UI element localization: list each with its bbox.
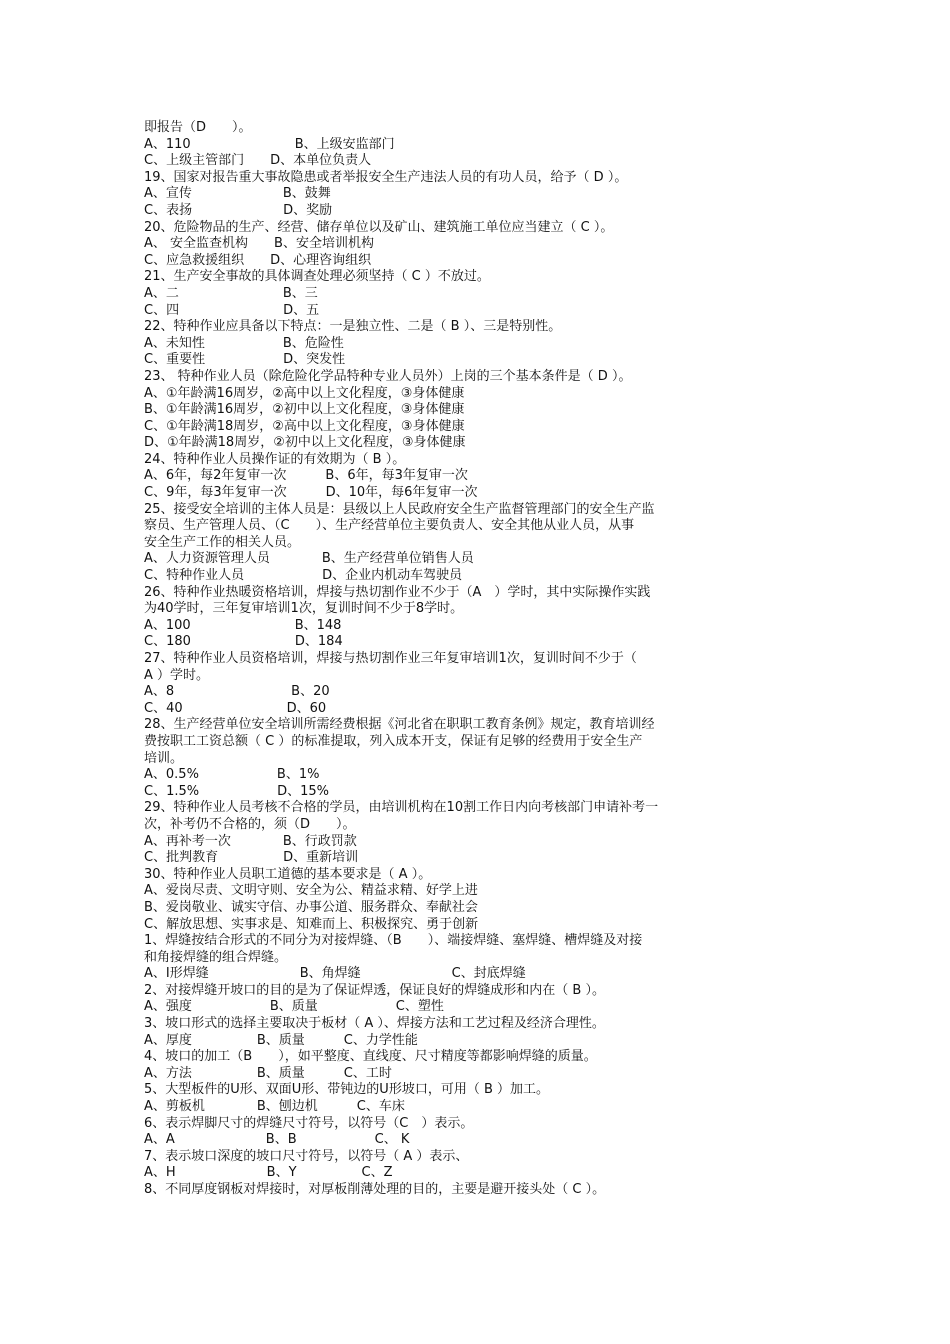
text-line: C、四 D、五 — [144, 302, 320, 318]
text-line: A、I形焊缝 B、角焊缝 C、封底焊缝 — [144, 966, 526, 982]
text-line: A ）学时。 — [144, 667, 210, 683]
text-line: C、1.5% D、15% — [144, 783, 330, 799]
text-line: 为40学时，三年复审培训1次，复训时间不少于8学时。 — [144, 601, 464, 617]
text-line: 和角接焊缝的组合焊缝。 — [144, 949, 288, 965]
text-line: 26、特种作业热暖资格培训，焊接与热切割作业不少于（A ）学时，其中实际操作实践 — [144, 584, 651, 600]
text-line: A、6年，每2年复审一次 B、6年，每3年复审一次 — [144, 468, 468, 484]
text-line: A、厚度 B、质量 C、力学性能 — [144, 1032, 418, 1048]
text-line: C、上级主管部门 D、本单位负责人 — [144, 153, 372, 169]
text-line: 20、危险物品的生产、经营、储存单位以及矿山、建筑施工单位应当建立（ C ）。 — [144, 219, 614, 235]
text-line: 8、不同厚度钢板对焊接时，对厚板削薄处理的目的，主要是避开接头处（ C ）。 — [144, 1182, 606, 1197]
text-line: C、40 D、60 — [144, 700, 327, 716]
text-line: A、再补考一次 B、行政罚款 — [144, 833, 357, 849]
text-line: 即报告（D ）。 — [144, 120, 252, 135]
text-line: 费按职工工资总额（ C ）的标准提取，列入成本开支，保证有足够的经费用于安全生产 — [144, 733, 643, 749]
text-line: C、①年龄满18周岁，②高中以上文化程度，③身体健康 — [144, 418, 465, 434]
text-line: A、爱岗尽责、文明守则、安全为公、精益求精、好学上进 — [144, 883, 478, 899]
text-line: C、表扬 D、奖励 — [144, 202, 333, 218]
text-line: 24、特种作业人员操作证的有效期为（ B ）。 — [144, 451, 406, 467]
text-line: 1、焊缝按结合形式的不同分为对接焊缝、（B ）、端接焊缝、塞焊缝、槽焊缝及对接 — [144, 933, 643, 949]
text-line: 21、生产安全事故的具体调查处理必须坚持（ C ）不放过。 — [144, 269, 490, 285]
text-line: A、H B、Y C、Z — [144, 1165, 393, 1181]
text-line: 安全生产工作的相关人员。 — [144, 534, 301, 550]
text-line: C、特种作业人员 D、企业内机动车驾驶员 — [144, 568, 463, 584]
text-line: A、8 B、20 — [144, 684, 330, 700]
text-line: 4、坡口的加工（B ），如平整度、直线度、尺寸精度等都影响焊缝的质量。 — [144, 1049, 597, 1065]
text-line: C、9年，每3年复审一次 D、10年，每6年复审一次 — [144, 485, 478, 501]
text-line: A、0.5% B、1% — [144, 767, 320, 783]
text-line: 22、特种作业应具备以下特点：一是独立性、二是（ B ）、三是特别性。 — [144, 319, 562, 335]
text-line: B、①年龄满16周岁，②初中以上文化程度，③身体健康 — [144, 402, 465, 418]
text-line: 察员、生产管理人员、（C ）、生产经营单位主要负责人、安全其他从业人员，从事 — [144, 518, 635, 534]
text-line: A、剪板机 B、刨边机 C、车床 — [144, 1099, 405, 1115]
text-line: C、180 D、184 — [144, 634, 343, 650]
text-line: 2、对接焊缝开坡口的目的是为了保证焊透，保证良好的焊缝成形和内在（ B ）。 — [144, 982, 605, 998]
text-line: 3、坡口形式的选择主要取决于板材（ A ）、焊接方法和工艺过程及经济合理性。 — [144, 1016, 605, 1032]
text-line: A、①年龄满16周岁，②高中以上文化程度，③身体健康 — [144, 385, 465, 401]
text-line: A、 安全监查机构 B、安全培训机构 — [144, 236, 374, 252]
text-line: C、重要性 D、突发性 — [144, 352, 346, 368]
text-line: 次，补考仍不合格的，须（D ）。 — [144, 816, 356, 832]
text-line: A、100 B、148 — [144, 617, 342, 633]
text-line: A、110 B、上级安监部门 — [144, 136, 395, 152]
text-line: 19、国家对报告重大事故隐患或者举报安全生产违法人员的有功人员，给予（ D ）。 — [144, 169, 628, 185]
text-line: A、宣传 B、鼓舞 — [144, 186, 331, 202]
text-line: 6、表示焊脚尺寸的焊缝尺寸符号，以符号（C ）表示。 — [144, 1115, 474, 1131]
text-line: A、二 B、三 — [144, 285, 318, 301]
text-line: 培训。 — [144, 750, 184, 766]
text-line: 29、特种作业人员考核不合格的学员，由培训机构在10割工作日内向考核部门申请补考一 — [144, 800, 659, 816]
text-line: A、强度 B、质量 C、塑性 — [144, 999, 444, 1015]
document-page — [144, 120, 816, 1199]
text-line: 5、大型板件的U形、双面U形、带钝边的U形坡口，可用（ B ）加工。 — [144, 1082, 549, 1098]
text-line: 27、特种作业人员资格培训，焊接与热切割作业三年复审培训1次，复训时间不少于（ — [144, 651, 637, 666]
text-line: A、A B、B C、 K — [144, 1132, 410, 1148]
text-line: C、批判教育 D、重新培训 — [144, 850, 359, 866]
text-line: B、爱岗敬业、诚实守信、办事公道、服务群众、奉献社会 — [144, 899, 478, 915]
text-line: 30、特种作业人员职工道德的基本要求是（ A ）。 — [144, 866, 432, 882]
text-line: D、①年龄满18周岁，②初中以上文化程度，③身体健康 — [144, 435, 466, 451]
text-line: C、应急救援组织 D、心理咨询组织 — [144, 252, 372, 268]
text-line: A、方法 B、质量 C、工时 — [144, 1065, 392, 1081]
text-line: C、解放思想、实事求是、知难而上、积极探究、勇于创新 — [144, 916, 479, 932]
text-line: 23、 特种作业人员（除危险化学品特种专业人员外）上岗的三个基本条件是（ D ）。 — [144, 368, 632, 384]
text-line: A、人力资源管理人员 B、生产经营单位销售人员 — [144, 551, 474, 567]
text-line: 7、表示坡口深度的坡口尺寸符号，以符号（ A ）表示、 — [144, 1148, 469, 1164]
text-line: 28、生产经营单位安全培训所需经费根据《河北省在职职工教育条例》规定，教育培训经 — [144, 717, 655, 733]
text-line: A、未知性 B、危险性 — [144, 335, 344, 351]
text-line: 25、接受安全培训的主体人员是：县级以上人民政府安全生产监督管理部门的安全生产监 — [144, 501, 655, 517]
